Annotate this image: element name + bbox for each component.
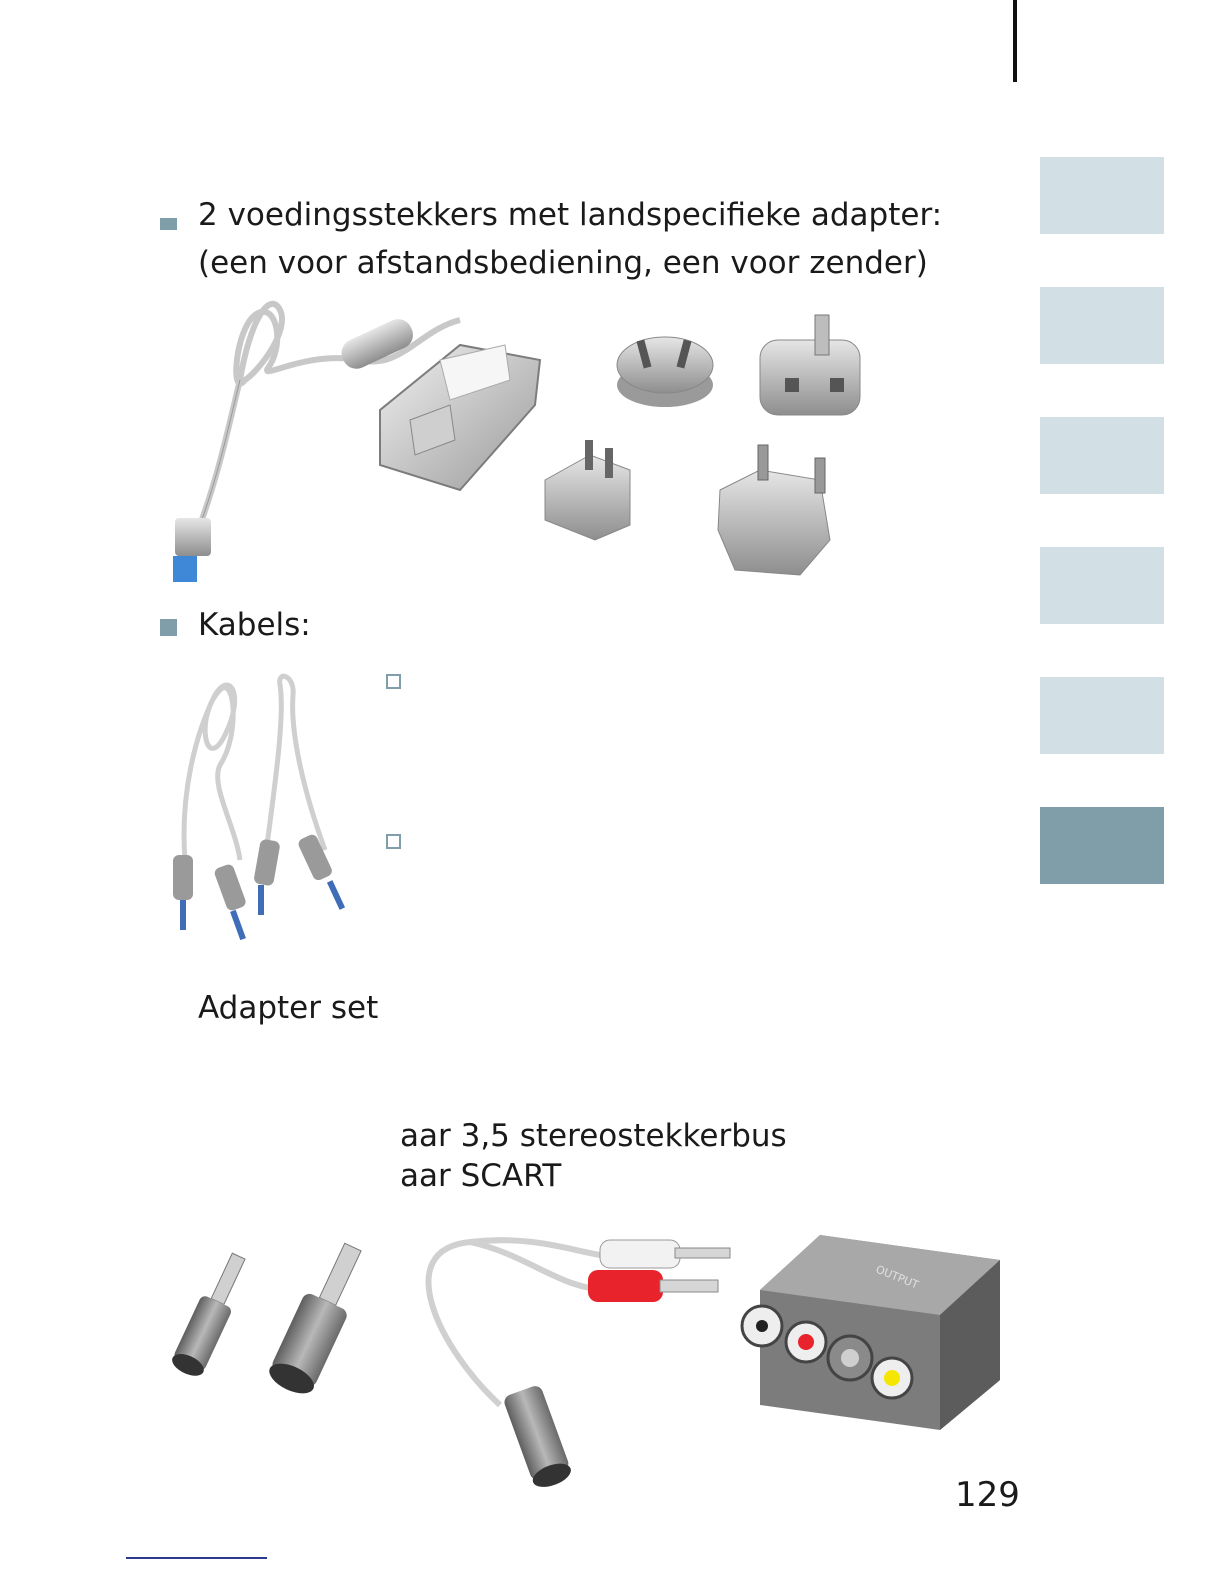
jack-adapter-small <box>169 1249 254 1380</box>
chapter-tab-5[interactable] <box>1040 677 1164 754</box>
dc-plug <box>175 518 211 556</box>
chapter-tab-3[interactable] <box>1040 417 1164 494</box>
checkbox-cable-option-2[interactable] <box>386 834 401 849</box>
chapter-tab-1[interactable] <box>1040 157 1164 234</box>
rca-plug-red <box>588 1270 718 1302</box>
jack-adapter-large <box>265 1237 375 1400</box>
stereo-cables-illustration <box>165 675 365 950</box>
plug-adapter-eu <box>718 470 830 575</box>
header-rule <box>1013 0 1017 82</box>
page-number: 129 <box>955 1475 1020 1515</box>
chapter-tab-2[interactable] <box>1040 287 1164 364</box>
checkbox-cable-option-1[interactable] <box>386 674 401 689</box>
power-supply-illustration <box>160 290 900 590</box>
footnote-rule <box>126 1557 267 1559</box>
rca-plug-white <box>600 1240 730 1268</box>
dc-plug-tip <box>173 556 197 582</box>
scart-adapter <box>742 1235 1000 1430</box>
text-clip <box>198 988 398 1026</box>
plug-adapter-uk <box>760 340 860 415</box>
adapters-line-2: (een voor afstandsbediening, een voor zender) <box>198 245 928 281</box>
chapter-tab-6-active[interactable] <box>1040 807 1164 884</box>
coiled-cable <box>200 304 360 525</box>
jack-plugs <box>173 833 345 940</box>
adapter-line-2: aar SCART <box>400 1158 562 1194</box>
y-cable <box>429 1240 610 1405</box>
adapter-set-illustration <box>170 1230 1010 1500</box>
adapter-line-1: aar 3,5 stereostekkerbus <box>400 1118 787 1154</box>
audio-cable <box>184 676 325 860</box>
bullet-marker <box>160 218 177 230</box>
bullet-marker <box>160 619 177 636</box>
scart-output-label: OUTPUT <box>873 1262 921 1292</box>
adapter-heading-partial: Adapter set <box>198 990 379 1026</box>
chapter-tab-4[interactable] <box>1040 547 1164 624</box>
ferrite-core <box>337 315 418 374</box>
cables-heading: Kabels: <box>198 607 311 643</box>
jack-socket-end <box>502 1384 574 1492</box>
adapters-line-1: 2 voedingsstekkers met landspecifieke adapter: <box>198 197 943 233</box>
text-clip <box>198 197 943 236</box>
